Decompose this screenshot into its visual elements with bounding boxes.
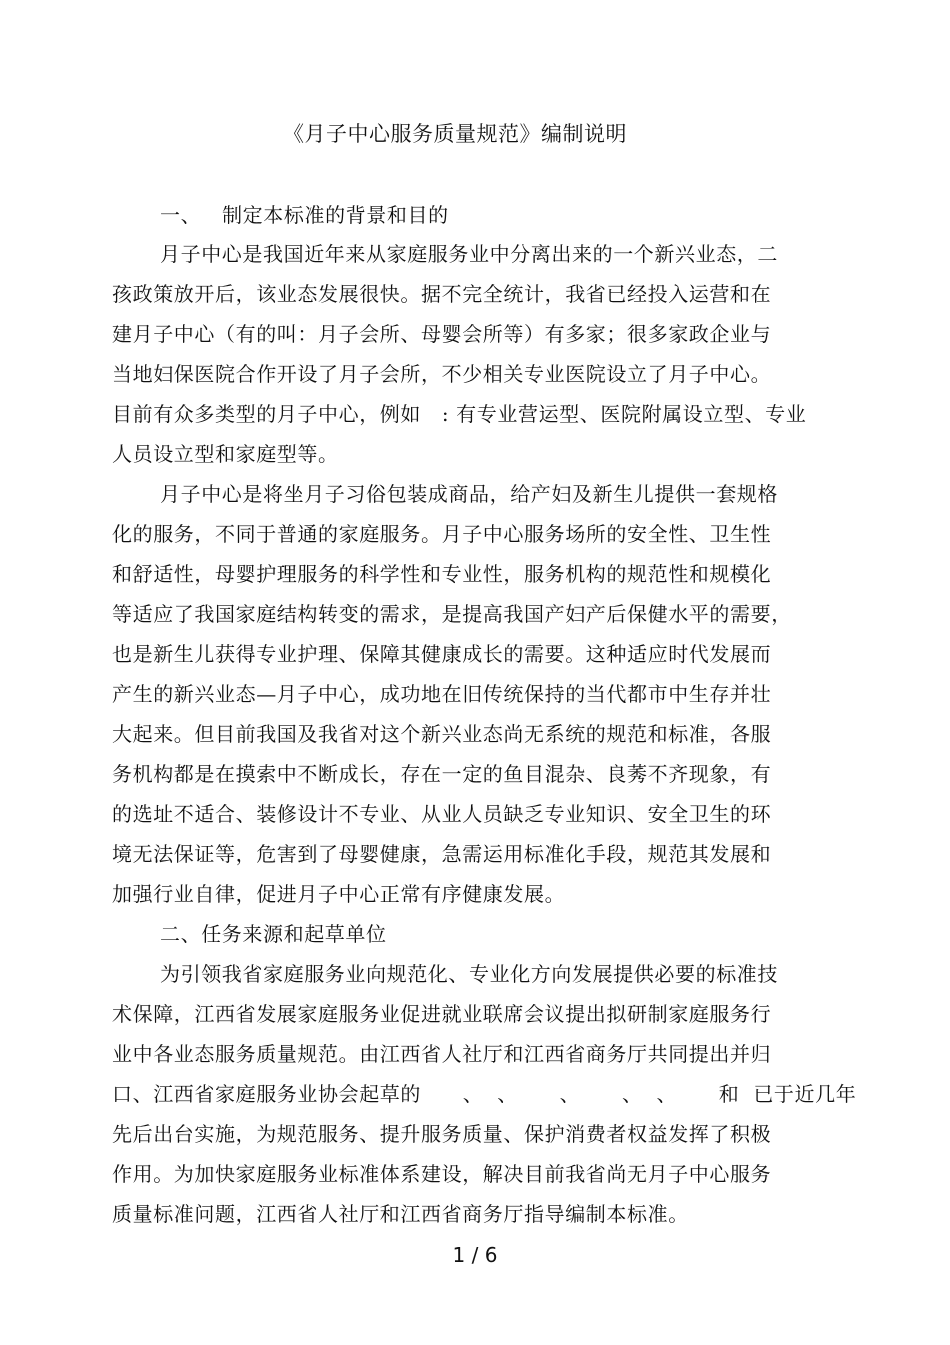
paragraph-line: 作用。为加快家庭服务业标准体系建设，解决目前我省尚无月子中心服务 [112, 1162, 772, 1186]
paragraph-line: 和舒适性，母婴护理服务的科学性和专业性，服务机构的规范性和规模化 [112, 562, 772, 586]
paragraph-line: 业中各业态服务质量规范。由江西省人社厅和江西省商务厅共同提出并归 [112, 1042, 772, 1066]
paragraph-line: 为引领我省家庭服务业向规范化、专业化方向发展提供必要的标准技 [160, 962, 778, 986]
paragraph-line: 产生的新兴业态—月子中心，成功地在旧传统保持的当代都市中生存并壮 [112, 682, 772, 706]
section-heading: 二、任务来源和起草单位 [160, 922, 387, 946]
paragraph-line: 术保障，江西省发展家庭服务业促进就业联席会议提出拟研制家庭服务行 [112, 1002, 772, 1026]
paragraph-line: 大起来。但目前我国及我省对这个新兴业态尚无系统的规范和标准，各服 [112, 722, 772, 746]
paragraph-line: 务机构都是在摸索中不断成长，存在一定的鱼目混杂、良莠不齐现象，有 [112, 762, 772, 786]
paragraph-line: 月子中心是将坐月子习俗包装成商品，给产妇及新生儿提供一套规格 [160, 482, 778, 506]
paragraph-line: 建月子中心（有的叫：月子会所、母婴会所等）有多家；很多家政企业与 [112, 322, 772, 346]
paragraph-line: 口、江西省家庭服务业协会起草的 、 、 、 、 、 和 已于近几年 [112, 1082, 857, 1106]
paragraph-line: 目前有众多类型的月子中心，例如 : 有专业营运型、医院附属设立型、专业 [112, 402, 807, 426]
paragraph-line: 孩政策放开后，该业态发展很快。据不完全统计，我省已经投入运营和在 [112, 282, 772, 306]
section-heading: 一、 制定本标准的背景和目的 [160, 203, 449, 227]
page-number: 1 / 6 [452, 1243, 498, 1267]
paragraph-line: 等适应了我国家庭结构转变的需求，是提高我国产妇产后保健水平的需要， [112, 602, 792, 626]
paragraph-line: 加强行业自律，促进月子中心正常有序健康发展。 [112, 882, 566, 906]
paragraph-line: 先后出台实施，为规范服务、提升服务质量、保护消费者权益发挥了积极 [112, 1122, 772, 1146]
paragraph-line: 人员设立型和家庭型等。 [112, 442, 339, 466]
document-title: 《月子中心服务质量规范》编制说明 [283, 122, 627, 146]
paragraph-line: 境无法保证等，危害到了母婴健康，急需运用标准化手段，规范其发展和 [112, 842, 772, 866]
paragraph-line: 化的服务，不同于普通的家庭服务。月子中心服务场所的安全性、卫生性 [112, 522, 772, 546]
paragraph-line: 质量标准问题，江西省人社厅和江西省商务厅指导编制本标准。 [112, 1202, 689, 1226]
paragraph-line: 当地妇保医院合作开设了月子会所，不少相关专业医院设立了月子中心。 [112, 362, 772, 386]
paragraph-line: 的选址不适合、装修设计不专业、从业人员缺乏专业知识、安全卫生的环 [112, 802, 772, 826]
paragraph-line: 也是新生儿获得专业护理、保障其健康成长的需要。这种适应时代发展而 [112, 642, 772, 666]
paragraph-line: 月子中心是我国近年来从家庭服务业中分离出来的一个新兴业态，二 [160, 242, 778, 266]
